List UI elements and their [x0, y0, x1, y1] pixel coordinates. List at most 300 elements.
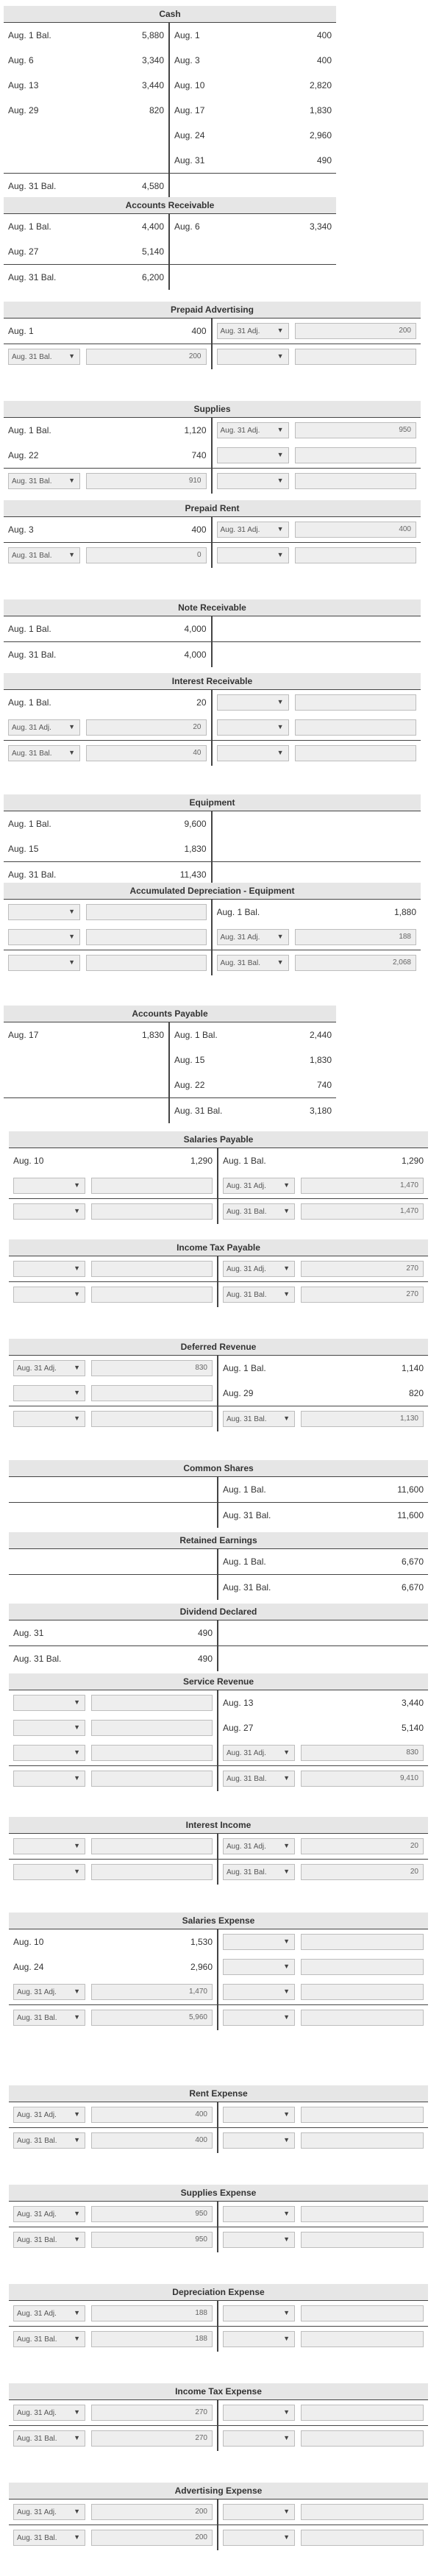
entry-amount-input[interactable]: [301, 2206, 424, 2222]
entry-amount-input[interactable]: [301, 2405, 424, 2421]
entry-date-select-value: Aug. 31 Adj.: [227, 1264, 266, 1273]
entry-label: Aug. 1: [8, 326, 34, 336]
entry-amount-input[interactable]: 400: [91, 2107, 213, 2123]
entry-date-select[interactable]: [217, 522, 289, 538]
account-entries: [9, 1620, 428, 1671]
credit-side: [218, 1148, 428, 1173]
entry-amount-input[interactable]: [295, 547, 417, 563]
chevron-down-icon: ▼: [277, 749, 284, 756]
entry-amount-input[interactable]: [91, 1838, 213, 1854]
entry-date-select[interactable]: [13, 2405, 85, 2421]
entry-amount-input[interactable]: 950: [295, 422, 417, 438]
entry-date-select-value: Aug. 31 Bal.: [17, 2136, 57, 2145]
entry-date-select[interactable]: [13, 2132, 85, 2149]
debit-side: [9, 1549, 218, 1574]
entry-date-select[interactable]: [217, 929, 289, 945]
credit-side: [218, 2499, 428, 2525]
chevron-down-icon: ▼: [277, 933, 284, 940]
entry-date-select[interactable]: [13, 1771, 85, 1787]
entry-date-select-value: Aug. 31 Bal.: [227, 1868, 267, 1876]
entry-row: [4, 811, 421, 836]
entry-amount-input[interactable]: [301, 2530, 424, 2546]
debit-side: [9, 2227, 218, 2252]
entry-amount-input[interactable]: [295, 719, 417, 736]
entry-amount-input[interactable]: [91, 1695, 213, 1711]
entry-amount-input[interactable]: [91, 1287, 213, 1303]
entry-amount-input[interactable]: 1,470: [301, 1203, 424, 1220]
entry-date-select[interactable]: [223, 1203, 295, 1220]
debit-side: [9, 1575, 218, 1600]
entry-row: [9, 1173, 428, 1198]
entry-label: Aug. 6: [174, 221, 200, 232]
entry-date-select[interactable]: [223, 1864, 295, 1880]
entry-date-select[interactable]: [13, 1720, 85, 1736]
debit-side: [9, 1740, 218, 1765]
entry-date-select[interactable]: [13, 1261, 85, 1277]
account-entries: [9, 1690, 428, 1791]
chevron-down-icon: ▼: [283, 1938, 290, 1945]
entry-date-select[interactable]: [13, 1385, 85, 1401]
chevron-down-icon: ▼: [283, 2335, 290, 2342]
entry-date-select[interactable]: [8, 547, 80, 563]
entry-label: Aug. 10: [13, 1156, 44, 1166]
debit-side: [4, 319, 213, 344]
entry-amount-input[interactable]: [301, 2331, 424, 2347]
entry-amount-input[interactable]: [295, 473, 417, 489]
entry-date-select[interactable]: [223, 1411, 295, 1427]
entry-date-select-value: Aug. 31 Adj.: [17, 2110, 57, 2119]
entry-date-select[interactable]: [13, 2206, 85, 2222]
entry-date-select[interactable]: [217, 547, 289, 563]
entry-date-select[interactable]: [13, 2530, 85, 2546]
entry-label: Aug. 31 Bal.: [8, 869, 57, 880]
entry-date-select[interactable]: [223, 2430, 295, 2447]
entry-amount-input[interactable]: 950: [91, 2232, 213, 2248]
entry-amount-input[interactable]: [301, 2132, 424, 2149]
entry-date-select[interactable]: [13, 1984, 85, 2000]
balance-row: [9, 2004, 428, 2030]
t-account-prepaid-rent: [4, 500, 421, 568]
entry-amount-input[interactable]: 2,068: [295, 955, 417, 971]
entry-amount: 400: [316, 30, 332, 40]
entry-amount-input[interactable]: 910: [86, 473, 207, 489]
entry-row: [4, 925, 421, 950]
entry-date-select[interactable]: [223, 1287, 295, 1303]
entry-amount: 2,820: [309, 80, 332, 90]
t-account-income-tax-payable: [9, 1239, 428, 1307]
entry-date-select[interactable]: [223, 2504, 295, 2520]
entry-row: [9, 1954, 428, 1979]
entry-date-select[interactable]: [13, 2232, 85, 2248]
entry-date-select[interactable]: [217, 719, 289, 736]
chevron-down-icon: ▼: [74, 1415, 80, 1422]
entry-date-select[interactable]: [223, 2305, 295, 2321]
chevron-down-icon: ▼: [74, 2235, 80, 2243]
entry-date-select[interactable]: [13, 2504, 85, 2520]
debit-side: [4, 900, 213, 925]
chevron-down-icon: ▼: [283, 1988, 290, 1995]
entry-date-select[interactable]: [13, 1178, 85, 1194]
debit-side: [9, 2525, 218, 2550]
entry-label: Aug. 31 Bal.: [8, 181, 57, 191]
entry-date-select[interactable]: [8, 929, 80, 945]
entry-amount-input[interactable]: [86, 904, 207, 920]
entry-date-select[interactable]: [8, 955, 80, 971]
account-title: Cash: [4, 6, 336, 23]
credit-side: [170, 98, 336, 123]
entry-row: [9, 1715, 428, 1740]
account-entries: [9, 2400, 428, 2451]
chevron-down-icon: ▼: [74, 1181, 80, 1189]
entry-amount-input[interactable]: 400: [91, 2132, 213, 2149]
account-entries: [9, 1477, 428, 1528]
account-title: Salaries Payable: [9, 1131, 428, 1148]
entry-date-select-value: Aug. 31 Adj.: [220, 525, 260, 534]
entry-amount-input[interactable]: [295, 447, 417, 463]
debit-side: [9, 1620, 218, 1645]
entry-date-select[interactable]: [223, 1838, 295, 1854]
entry-amount-input[interactable]: [301, 2504, 424, 2520]
chevron-down-icon: ▼: [277, 477, 284, 484]
credit-side: [218, 1860, 428, 1885]
account-title: Accounts Receivable: [4, 197, 336, 214]
entry-date-select[interactable]: [217, 323, 289, 339]
entry-date-select[interactable]: [13, 2331, 85, 2347]
entry-amount-input[interactable]: 830: [301, 1745, 424, 1761]
entry-row: [4, 443, 421, 468]
entry-amount: 3,440: [401, 1698, 424, 1708]
entry-amount-input[interactable]: [91, 1864, 213, 1880]
debit-side: [9, 1834, 218, 1859]
entry-amount-input[interactable]: 188: [91, 2305, 213, 2321]
entry-date-select[interactable]: [8, 745, 80, 761]
entry-amount-input[interactable]: [91, 1203, 213, 1220]
credit-side: [213, 811, 421, 836]
entry-date-select-value: Aug. 31 Adj.: [17, 2309, 57, 2318]
entry-amount: 5,140: [401, 1723, 424, 1733]
entry-amount-input[interactable]: 0: [86, 547, 207, 563]
entry-label: Aug. 31: [13, 1628, 44, 1638]
entry-label: Aug. 6: [8, 55, 34, 65]
t-account-prepaid-advertising: [4, 302, 421, 369]
entry-label: Aug. 10: [174, 80, 205, 90]
entry-amount-input[interactable]: 188: [91, 2331, 213, 2347]
entry-amount-input[interactable]: 200: [91, 2530, 213, 2546]
chevron-down-icon: ▼: [277, 698, 284, 705]
debit-side: [9, 1148, 218, 1173]
entry-date-select-value: Aug. 31 Adj.: [17, 2210, 57, 2219]
debit-side: [9, 2499, 218, 2525]
credit-side: [213, 443, 421, 468]
t-account-advertising-expense: [9, 2483, 428, 2550]
entry-date-select[interactable]: [223, 1261, 295, 1277]
entry-date-select[interactable]: [13, 1745, 85, 1761]
balance-row: [9, 1859, 428, 1885]
credit-side: [170, 265, 336, 290]
entry-amount-input[interactable]: [86, 929, 207, 945]
entry-date-select[interactable]: [13, 1287, 85, 1303]
debit-side: [9, 1199, 218, 1224]
entry-amount-input[interactable]: [91, 1771, 213, 1787]
entry-date-select[interactable]: [223, 1959, 295, 1975]
entry-date-select[interactable]: [223, 1745, 295, 1761]
entry-date-select[interactable]: [223, 1984, 295, 2000]
debit-side: [9, 2102, 218, 2127]
entry-date-select[interactable]: [8, 719, 80, 736]
entry-date-select[interactable]: [8, 904, 80, 920]
debit-side: [9, 1282, 218, 1307]
entry-amount-input[interactable]: [301, 1934, 424, 1950]
chevron-down-icon: ▼: [283, 1207, 290, 1214]
entry-amount-input[interactable]: 188: [295, 929, 417, 945]
entry-row: [9, 1834, 428, 1859]
account-entries: [9, 1549, 428, 1600]
entry-amount: 1,290: [190, 1156, 213, 1166]
entry-date-select[interactable]: [223, 2010, 295, 2026]
entry-amount-input[interactable]: [301, 2010, 424, 2026]
account-entries: [9, 1929, 428, 2030]
entry-date-select[interactable]: [13, 1695, 85, 1711]
entry-date-select[interactable]: [217, 349, 289, 365]
entry-amount-input[interactable]: [295, 349, 417, 365]
entry-amount-input[interactable]: [301, 2232, 424, 2248]
entry-date-select[interactable]: [8, 473, 80, 489]
entry-amount-input[interactable]: [301, 1959, 424, 1975]
credit-side: [213, 642, 421, 667]
credit-side: [170, 1047, 336, 1072]
chevron-down-icon: ▼: [68, 958, 75, 966]
entry-date-select[interactable]: [223, 1178, 295, 1194]
entry-label: Aug. 3: [174, 55, 200, 65]
account-entries: [9, 2301, 428, 2352]
entry-date-select[interactable]: [217, 447, 289, 463]
chevron-down-icon: ▼: [277, 525, 284, 533]
entry-date-select[interactable]: [217, 473, 289, 489]
entry-amount: 1,120: [184, 425, 207, 435]
entry-amount-input[interactable]: [91, 1411, 213, 1427]
debit-side: [4, 1098, 170, 1123]
entry-amount-input[interactable]: 1,470: [301, 1178, 424, 1194]
credit-side: [170, 1072, 336, 1097]
entry-date-select[interactable]: [8, 349, 80, 365]
entry-row: [4, 239, 336, 264]
entry-amount-input[interactable]: [91, 1178, 213, 1194]
balance-row: [4, 950, 421, 975]
credit-side: [170, 73, 336, 98]
debit-side: [4, 123, 170, 148]
balance-row: [9, 1645, 428, 1671]
entry-amount-input[interactable]: 20: [301, 1838, 424, 1854]
entry-amount: 1,830: [309, 1055, 332, 1065]
t-account-service-revenue: [9, 1673, 428, 1791]
chevron-down-icon: ▼: [74, 2136, 80, 2143]
entry-amount-input[interactable]: [301, 2305, 424, 2321]
entry-date-select[interactable]: [223, 2331, 295, 2347]
entry-amount-input[interactable]: 270: [301, 1261, 424, 1277]
chevron-down-icon: ▼: [74, 1207, 80, 1214]
entry-date-select[interactable]: [13, 2305, 85, 2321]
debit-side: [4, 616, 213, 641]
entry-amount-input[interactable]: [301, 2430, 424, 2447]
entry-date-select[interactable]: [217, 694, 289, 711]
balance-row: [4, 542, 421, 568]
debit-side: [9, 2301, 218, 2326]
entry-label: Aug. 15: [174, 1055, 205, 1065]
entry-date-select[interactable]: [223, 2232, 295, 2248]
credit-side: [218, 1356, 428, 1381]
account-entries: [9, 2202, 428, 2252]
entry-amount-input[interactable]: 20: [86, 719, 207, 736]
credit-side: [213, 469, 421, 494]
entry-amount-input[interactable]: [295, 694, 417, 711]
entry-amount-input[interactable]: 40: [86, 745, 207, 761]
balance-row: [4, 264, 336, 290]
entry-amount-input[interactable]: [86, 955, 207, 971]
entry-date-select[interactable]: [13, 1203, 85, 1220]
debit-side: [4, 344, 213, 369]
entry-date-select[interactable]: [223, 2206, 295, 2222]
entry-amount-input[interactable]: [91, 1720, 213, 1736]
entry-date-select[interactable]: [13, 1838, 85, 1854]
entry-amount: 11,600: [397, 1484, 424, 1495]
entry-label: Aug. 17: [174, 105, 205, 115]
entry-amount-input[interactable]: 270: [91, 2430, 213, 2447]
credit-side: [213, 950, 421, 975]
entry-amount-input[interactable]: 1,130: [301, 1411, 424, 1427]
entry-date-select[interactable]: [223, 2530, 295, 2546]
debit-side: [4, 1072, 170, 1097]
chevron-down-icon: ▼: [283, 1842, 290, 1849]
entry-row: [9, 1740, 428, 1765]
account-title: Accumulated Depreciation - Equipment: [4, 883, 421, 900]
entry-row: [9, 2499, 428, 2525]
chevron-down-icon: ▼: [283, 1290, 290, 1298]
debit-side: [9, 1929, 218, 1954]
debit-side: [4, 950, 213, 975]
entry-amount: 4,000: [184, 650, 207, 660]
entry-amount-input[interactable]: [301, 2107, 424, 2123]
entry-amount-input[interactable]: 950: [91, 2206, 213, 2222]
debit-side: [4, 239, 170, 264]
entry-amount-input[interactable]: 200: [91, 2504, 213, 2520]
entry-row: [4, 214, 336, 239]
entry-date-select[interactable]: [223, 1771, 295, 1787]
credit-side: [218, 1834, 428, 1859]
chevron-down-icon: ▼: [277, 327, 284, 334]
entry-amount-input[interactable]: [91, 1385, 213, 1401]
entry-date-select[interactable]: [13, 2430, 85, 2447]
entry-amount-input[interactable]: 1,470: [91, 1984, 213, 2000]
entry-row: [9, 2301, 428, 2326]
entry-amount-input[interactable]: 830: [91, 1360, 213, 1376]
credit-side: [218, 1503, 428, 1528]
debit-side: [9, 2005, 218, 2030]
chevron-down-icon: ▼: [283, 1774, 290, 1782]
chevron-down-icon: ▼: [74, 1264, 80, 1272]
entry-amount-input[interactable]: [295, 745, 417, 761]
chevron-down-icon: ▼: [283, 2408, 290, 2416]
debit-side: [9, 1381, 218, 1406]
chevron-down-icon: ▼: [283, 2508, 290, 2515]
entry-amount-input[interactable]: 270: [301, 1287, 424, 1303]
entry-date-select[interactable]: [13, 1360, 85, 1376]
entry-date-select-value: Aug. 31 Bal.: [17, 2235, 57, 2244]
chevron-down-icon: ▼: [74, 2210, 80, 2217]
debit-side: [4, 174, 170, 199]
entry-label: Aug. 1 Bal.: [223, 1363, 266, 1373]
entry-date-select[interactable]: [13, 1411, 85, 1427]
entry-amount-input[interactable]: 9,410: [301, 1771, 424, 1787]
entry-date-select[interactable]: [217, 745, 289, 761]
entry-date-select-value: Aug. 31 Adj.: [227, 1748, 266, 1757]
account-entries: [4, 319, 421, 369]
entry-amount: 400: [191, 524, 207, 535]
debit-side: [4, 265, 170, 290]
entry-date-select-value: Aug. 31 Adj.: [220, 426, 260, 435]
entry-row: [4, 98, 336, 123]
entry-label: Aug. 1 Bal.: [8, 30, 51, 40]
chevron-down-icon: ▼: [68, 352, 75, 360]
entry-amount-input[interactable]: [91, 1745, 213, 1761]
entry-amount-input[interactable]: 20: [301, 1864, 424, 1880]
entry-date-select[interactable]: [13, 1864, 85, 1880]
entry-amount-input[interactable]: 200: [295, 323, 417, 339]
credit-side: [218, 2005, 428, 2030]
entry-date-select[interactable]: [217, 955, 289, 971]
entry-amount-input[interactable]: [91, 1261, 213, 1277]
credit-side: [218, 1740, 428, 1765]
account-title: Rent Expense: [9, 2085, 428, 2102]
entry-date-select-value: Aug. 31 Bal.: [227, 1290, 267, 1299]
entry-label: Aug. 31 Bal.: [8, 272, 57, 282]
entry-date-select[interactable]: [223, 2132, 295, 2149]
chevron-down-icon: ▼: [74, 1364, 80, 1371]
account-title: Supplies Expense: [9, 2185, 428, 2202]
entry-date-select[interactable]: [223, 2107, 295, 2123]
balance-row: [4, 740, 421, 766]
debit-side: [9, 2202, 218, 2227]
account-entries: [9, 2102, 428, 2153]
chevron-down-icon: ▼: [74, 1988, 80, 1995]
t-account-interest-income: [9, 1817, 428, 1885]
credit-side: [213, 690, 421, 715]
balance-row: [9, 2127, 428, 2153]
entry-label: Aug. 24: [13, 1962, 44, 1972]
account-entries: [4, 418, 421, 494]
entry-date-select[interactable]: [217, 422, 289, 438]
entry-amount-input[interactable]: 200: [86, 349, 207, 365]
debit-side: [4, 98, 170, 123]
entry-label: Aug. 1 Bal.: [174, 1030, 218, 1040]
account-entries: [9, 2499, 428, 2550]
entry-date-select[interactable]: [223, 1934, 295, 1950]
chevron-down-icon: ▼: [74, 1774, 80, 1782]
entry-amount-input[interactable]: 5,960: [91, 2010, 213, 2026]
entry-date-select[interactable]: [13, 2010, 85, 2026]
t-account-accounts-receivable: [4, 197, 336, 290]
entry-date-select-value: Aug. 31 Adj.: [227, 1181, 266, 1190]
entry-amount: 4,400: [141, 221, 164, 232]
entry-date-select[interactable]: [13, 2107, 85, 2123]
entry-amount-input[interactable]: 270: [91, 2405, 213, 2421]
entry-amount-input[interactable]: [301, 1984, 424, 2000]
debit-side: [4, 543, 213, 568]
t-account-dividend-declared: [9, 1604, 428, 1671]
entry-date-select[interactable]: [223, 2405, 295, 2421]
debit-side: [4, 715, 213, 740]
entry-amount-input[interactable]: 400: [295, 522, 417, 538]
debit-side: [9, 1715, 218, 1740]
